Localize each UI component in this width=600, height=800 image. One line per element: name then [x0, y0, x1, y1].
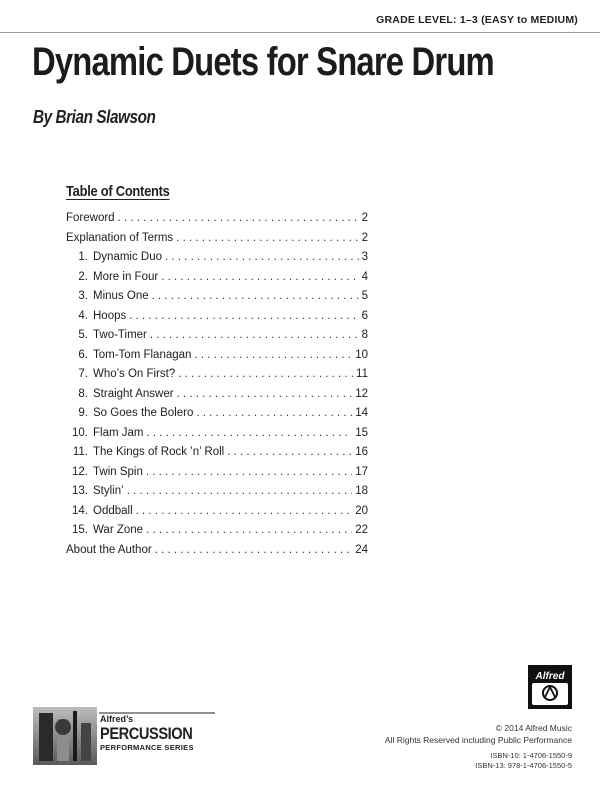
- toc-leader-dots: [176, 232, 358, 244]
- toc-leader-dots: [129, 310, 358, 322]
- toc-leader-dots: [177, 388, 353, 400]
- toc-entry-number: 11.: [72, 446, 88, 458]
- toc-entry[interactable]: [66, 505, 368, 525]
- toc-entry-page: 3: [361, 251, 368, 263]
- toc-entry-page: 8: [361, 329, 368, 341]
- toc-entry-page: 12: [355, 387, 368, 400]
- toc-entry-number: 12.: [72, 465, 88, 478]
- toc-leader-dots: [118, 212, 359, 224]
- toc-entry-title: Flam Jam: [93, 426, 144, 439]
- series-line-2: PERCUSSION: [100, 724, 193, 743]
- toc-entry[interactable]: [66, 251, 368, 271]
- toc-entry-number: 6.: [78, 348, 88, 361]
- toc-entry[interactable]: [66, 271, 368, 291]
- toc-entry-title: Straight Answer: [93, 387, 174, 400]
- toc-entry[interactable]: [66, 524, 368, 544]
- isbn-block: [475, 751, 572, 771]
- alfred-logo-icon: [528, 665, 572, 709]
- toc-heading: Table of Contents: [66, 183, 170, 200]
- isbn-13: ISBN-13: 978-1-4706-1550-5: [475, 761, 572, 770]
- toc-entry-page: 11: [356, 368, 368, 380]
- rights-line: All Rights Reserved including Public Performance: [384, 735, 572, 745]
- toc-entry-page: 15: [355, 426, 368, 439]
- toc-entry-number: 1.: [78, 251, 88, 263]
- toc-entry-title: Foreword: [66, 212, 115, 224]
- toc-entry-number: 4.: [78, 309, 88, 322]
- toc-entry-page: 4: [361, 270, 368, 283]
- toc-entry-page: 24: [355, 543, 368, 556]
- toc-entry-page: 2: [361, 212, 368, 224]
- toc-entry-number: 9.: [78, 407, 88, 419]
- toc-entry[interactable]: [66, 310, 368, 330]
- toc-entry-title: More in Four: [93, 270, 159, 283]
- toc-entry-page: 18: [355, 485, 368, 497]
- publisher-logo-emblem: [532, 683, 568, 705]
- toc-entry-page: 10: [355, 348, 368, 361]
- toc-leader-dots: [146, 427, 352, 439]
- toc-entry-title: Hoops: [93, 309, 127, 322]
- toc-entry-title: Tom-Tom Flanagan: [93, 348, 192, 361]
- toc-entry-title: Dynamic Duo: [93, 251, 163, 263]
- toc-entry-number: 10.: [72, 426, 88, 439]
- toc-entry-title: Explanation of Terms: [66, 231, 174, 244]
- copyright-notice: [385, 722, 572, 746]
- publisher-emblem-icon: [532, 683, 568, 703]
- toc-leader-dots: [146, 466, 352, 478]
- copyright-line: © 2014 Alfred Music: [495, 723, 572, 733]
- toc-entry[interactable]: [66, 329, 368, 349]
- toc-entry-title: Twin Spin: [93, 465, 143, 478]
- toc-entry-page: 6: [361, 309, 368, 322]
- toc-leader-dots: [161, 271, 358, 283]
- toc-entry-title: About the Author: [66, 543, 152, 556]
- toc-leader-dots: [155, 544, 353, 556]
- toc-leader-dots: [165, 251, 359, 263]
- toc-entry[interactable]: [66, 368, 368, 388]
- toc-entry-number: 7.: [78, 368, 88, 380]
- toc-entry[interactable]: [66, 427, 368, 447]
- series-line-3: PERFORMANCE SERIES: [100, 743, 194, 752]
- toc-entry[interactable]: [66, 544, 368, 564]
- toc-entry-page: 16: [355, 446, 368, 458]
- toc-entry[interactable]: [66, 466, 368, 486]
- author-byline: By Brian Slawson: [33, 107, 156, 127]
- toc-entry-page: 5: [361, 290, 368, 302]
- toc-entry-number: 13.: [72, 485, 88, 497]
- toc-entry-page: 14: [355, 407, 368, 419]
- table-of-contents: [66, 212, 368, 563]
- toc-entry-number: 8.: [78, 387, 88, 400]
- page-title: Dynamic Duets for Snare Drum: [32, 40, 494, 84]
- toc-leader-dots: [152, 290, 359, 302]
- toc-entry-number: 2.: [78, 270, 88, 283]
- toc-entry-page: 20: [355, 504, 368, 517]
- toc-leader-dots: [196, 407, 352, 419]
- isbn-10: ISBN-10: 1-4706-1550-9: [490, 751, 572, 760]
- toc-leader-dots: [150, 329, 359, 341]
- toc-entry[interactable]: [66, 446, 368, 466]
- toc-leader-dots: [194, 349, 352, 361]
- grade-level: GRADE LEVEL: 1–3 (EASY to MEDIUM): [376, 14, 578, 26]
- toc-entry-page: 22: [355, 524, 368, 536]
- toc-entry-title: Oddball: [93, 504, 133, 517]
- toc-leader-dots: [136, 505, 353, 517]
- toc-leader-dots: [146, 524, 352, 536]
- toc-entry[interactable]: [66, 290, 368, 310]
- toc-entry-number: 14.: [72, 504, 88, 517]
- toc-entry-number: 3.: [78, 290, 88, 302]
- toc-entry-title: Stylin’: [93, 485, 124, 497]
- series-line-1: Alfred’s: [100, 714, 134, 724]
- toc-entry[interactable]: [66, 407, 368, 427]
- toc-entry-number: 15.: [72, 524, 88, 536]
- toc-leader-dots: [227, 446, 352, 458]
- series-logo-text: [100, 715, 207, 752]
- toc-entry-page: 17: [355, 465, 368, 478]
- toc-leader-dots: [178, 368, 353, 380]
- toc-entry-title: The Kings of Rock ’n’ Roll: [93, 446, 225, 458]
- toc-entry[interactable]: [66, 485, 368, 505]
- toc-entry-title: Who’s On First?: [93, 368, 176, 380]
- publisher-logo-text: Alfred: [535, 671, 565, 682]
- toc-entry-title: So Goes the Bolero: [93, 407, 194, 419]
- toc-leader-dots: [127, 485, 353, 497]
- toc-entry-number: 5.: [78, 329, 88, 341]
- toc-entry-title: War Zone: [93, 524, 144, 536]
- toc-entry[interactable]: [66, 232, 368, 252]
- toc-entry[interactable]: [66, 388, 368, 408]
- toc-entry-title: Two-Timer: [93, 329, 147, 341]
- toc-entry[interactable]: [66, 349, 368, 369]
- toc-entry-page: 2: [361, 231, 368, 244]
- header-rule: [0, 32, 600, 33]
- toc-entry[interactable]: [66, 212, 368, 232]
- toc-entry-title: Minus One: [93, 290, 149, 302]
